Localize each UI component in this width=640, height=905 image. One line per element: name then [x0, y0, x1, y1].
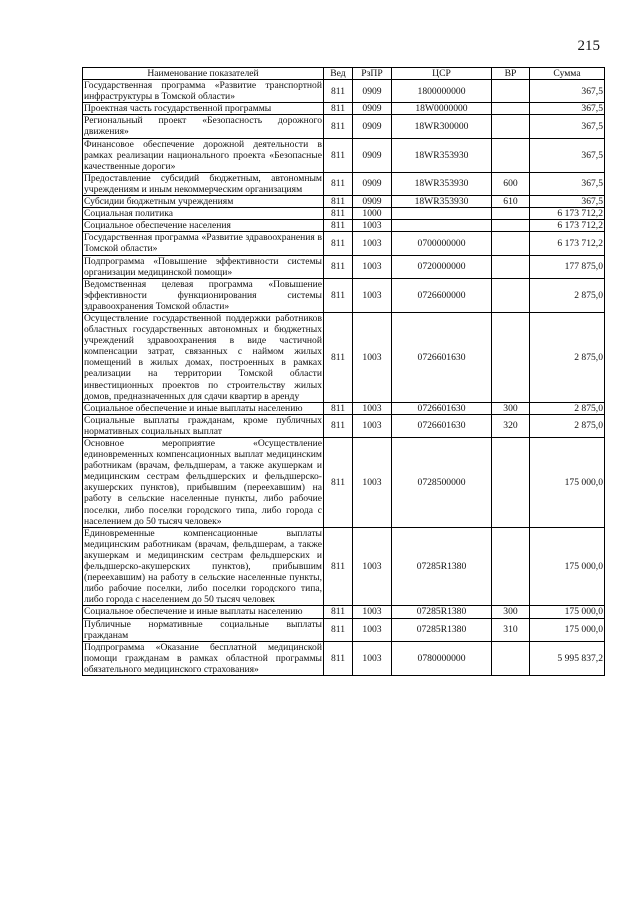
header-ved: Вед	[324, 68, 353, 80]
row-name: Основное мероприятие «Осуществление единовременных компенсационных выплат медицинским работникам (врачам, фельдшерам, а также акушеркам и медицинским сестрам фельдшерских и фельдшерско-акушерских пунктов), прибывшим (переехавшим) на работу в сельские населенные пункты, либо рабочие поселки, либо поселки городского типа, либо города с населением до 50 тысяч человек»	[84, 438, 322, 527]
row-name: Региональный проект «Безопасность дорожного движения»	[84, 115, 322, 138]
table-row	[83, 115, 605, 138]
row-vr: 600	[492, 172, 530, 195]
row-ved: 811	[324, 103, 353, 115]
row-ved: 811	[324, 414, 353, 437]
table-row	[83, 196, 605, 208]
row-csr: 0720000000	[392, 255, 492, 278]
row-rzpr: 1003	[353, 402, 392, 414]
table-row	[83, 414, 605, 437]
row-vr	[492, 312, 530, 402]
row-sum: 367,5	[530, 115, 605, 138]
row-csr	[392, 220, 492, 232]
row-ved: 811	[324, 220, 353, 232]
row-rzpr: 1003	[353, 312, 392, 402]
table-row	[83, 80, 605, 103]
table-body	[83, 80, 605, 676]
row-csr: 18WR353930	[392, 196, 492, 208]
row-sum: 367,5	[530, 103, 605, 115]
row-sum: 6 173 712,2	[530, 208, 605, 220]
row-sum: 367,5	[530, 80, 605, 103]
row-ved: 811	[324, 232, 353, 255]
row-name: Подпрограмма «Повышение эффективности системы организации медицинской помощи»	[84, 255, 322, 278]
row-ved: 811	[324, 618, 353, 641]
header-sum: Сумма	[530, 68, 605, 80]
row-csr: 18WR300000	[392, 115, 492, 138]
table-row	[83, 138, 605, 172]
row-rzpr: 1003	[353, 220, 392, 232]
row-name: Государственная программа «Развитие транспортной инфраструктуры в Томской области»	[84, 80, 322, 103]
row-name: Проектная часть государственной программы	[83, 103, 324, 115]
row-name: Предоставление субсидий бюджетным, автономным учреждениям и иным некоммерческим организациям	[84, 172, 322, 195]
row-vr: 310	[492, 618, 530, 641]
row-csr: 0726600000	[392, 278, 492, 312]
table-row	[83, 438, 605, 528]
table-row	[83, 208, 605, 220]
row-sum: 175 000,0	[530, 618, 605, 641]
row-ved: 811	[324, 138, 353, 172]
row-name: Ведомственная целевая программа «Повышение эффективности функционирования системы здравоохранения Томской области»	[84, 278, 322, 312]
row-vr	[492, 103, 530, 115]
row-vr: 610	[492, 196, 530, 208]
row-vr	[492, 278, 530, 312]
row-rzpr: 0909	[353, 196, 392, 208]
row-sum: 2 875,0	[530, 414, 605, 437]
row-sum: 177 875,0	[530, 255, 605, 278]
row-name: Осуществление государственной поддержки работников областных государственных автономных и бюджетных учреждений здравоохранения в виде частичной компенсации затрат, связанных с наймом жилых помещений в жилых домах, построенных в рамках реализации на территории Томской области инвестиционных проектов по строительству жилых домов, предназначенных для сдачи квартир в аренду	[84, 312, 322, 402]
row-sum: 175 000,0	[530, 527, 605, 606]
row-rzpr: 0909	[353, 138, 392, 172]
row-vr: 320	[492, 414, 530, 437]
row-csr: 18W0000000	[392, 103, 492, 115]
row-name: Социальное обеспечение населения	[83, 220, 324, 232]
row-rzpr: 0909	[353, 172, 392, 195]
row-name: Социальное обеспечение и иные выплаты населению	[83, 606, 324, 618]
row-rzpr: 1003	[353, 606, 392, 618]
table-row	[83, 402, 605, 414]
row-rzpr: 1003	[353, 255, 392, 278]
row-sum: 175 000,0	[530, 606, 605, 618]
budget-table	[82, 67, 605, 676]
row-sum: 367,5	[530, 196, 605, 208]
header-name: Наименование показателей	[83, 68, 324, 80]
row-name: Финансовое обеспечение дорожной деятельности в рамках реализации национального проекта «Безопасные качественные дороги»	[84, 138, 322, 172]
row-rzpr: 1003	[353, 278, 392, 312]
row-vr	[492, 641, 530, 675]
row-ved: 811	[324, 641, 353, 675]
row-rzpr: 1003	[353, 232, 392, 255]
row-vr	[492, 438, 530, 528]
row-name: Субсидии бюджетным учреждениям	[83, 196, 324, 208]
row-vr	[492, 220, 530, 232]
row-ved: 811	[324, 606, 353, 618]
row-rzpr: 1003	[353, 641, 392, 675]
row-csr: 07285R1380	[392, 527, 492, 606]
table-row	[83, 618, 605, 641]
row-csr: 07285R1380	[392, 618, 492, 641]
table-row	[83, 641, 605, 675]
row-sum: 175 000,0	[530, 438, 605, 528]
row-csr	[392, 208, 492, 220]
row-rzpr: 1003	[353, 438, 392, 528]
page-number: 215	[577, 38, 600, 54]
row-ved: 811	[324, 402, 353, 414]
row-vr	[492, 255, 530, 278]
row-rzpr: 1003	[353, 414, 392, 437]
row-name: Подпрограмма «Оказание бесплатной медицинской помощи гражданам в рамках областной программы обязательного медицинского страхования»	[84, 641, 322, 675]
row-sum: 6 173 712,2	[530, 220, 605, 232]
row-name: Публичные нормативные социальные выплаты гражданам	[84, 618, 322, 641]
row-vr	[492, 80, 530, 103]
row-vr	[492, 208, 530, 220]
row-name: Социальное обеспечение и иные выплаты населению	[83, 402, 324, 414]
row-sum: 5 995 837,2	[530, 641, 605, 675]
row-name: Государственная программа «Развитие здравоохранения в Томской области»	[84, 232, 322, 255]
row-ved: 811	[324, 255, 353, 278]
row-sum: 2 875,0	[530, 278, 605, 312]
table-row	[83, 606, 605, 618]
table-row	[83, 172, 605, 195]
row-name: Социальная политика	[83, 208, 324, 220]
table-row	[83, 278, 605, 312]
table-row	[83, 103, 605, 115]
row-name: Социальные выплаты гражданам, кроме публичных нормативных социальных выплат	[84, 414, 322, 437]
row-ved: 811	[324, 527, 353, 606]
row-name: Единовременные компенсационные выплаты медицинским работникам (врачам, фельдшерам, а также акушеркам и медицинским сестрам фельдшерских и фельдшерско-акушерских пунктов), прибывшим (переехавшим) на работу в сельские населенные пункты, либо рабочие поселки, либо поселки городского типа, либо города с населением до 50 тысяч человек	[84, 527, 322, 606]
row-ved: 811	[324, 172, 353, 195]
row-vr	[492, 527, 530, 606]
row-ved: 811	[324, 438, 353, 528]
header-vr: ВР	[492, 68, 530, 80]
row-sum: 367,5	[530, 172, 605, 195]
row-ved: 811	[324, 208, 353, 220]
row-csr: 0700000000	[392, 232, 492, 255]
row-csr: 18WR353930	[392, 172, 492, 195]
row-rzpr: 1003	[353, 527, 392, 606]
table-row	[83, 255, 605, 278]
row-rzpr: 1000	[353, 208, 392, 220]
row-csr: 1800000000	[392, 80, 492, 103]
row-ved: 811	[324, 278, 353, 312]
row-sum: 6 173 712,2	[530, 232, 605, 255]
row-csr: 0726601630	[392, 402, 492, 414]
row-sum: 367,5	[530, 138, 605, 172]
table-row	[83, 312, 605, 402]
row-rzpr: 0909	[353, 103, 392, 115]
row-ved: 811	[324, 196, 353, 208]
row-csr: 0728500000	[392, 438, 492, 528]
table-row	[83, 220, 605, 232]
row-csr: 07285R1380	[392, 606, 492, 618]
row-ved: 811	[324, 312, 353, 402]
row-vr	[492, 115, 530, 138]
row-csr: 0726601630	[392, 414, 492, 437]
header-row	[83, 68, 605, 80]
row-csr: 18WR353930	[392, 138, 492, 172]
row-vr: 300	[492, 402, 530, 414]
table-row	[83, 527, 605, 606]
row-ved: 811	[324, 115, 353, 138]
row-vr	[492, 138, 530, 172]
row-ved: 811	[324, 80, 353, 103]
header-rzpr: РзПР	[353, 68, 392, 80]
row-csr: 0726601630	[392, 312, 492, 402]
row-rzpr: 0909	[353, 80, 392, 103]
row-rzpr: 0909	[353, 115, 392, 138]
table-row	[83, 232, 605, 255]
row-vr: 300	[492, 606, 530, 618]
row-sum: 2 875,0	[530, 402, 605, 414]
row-rzpr: 1003	[353, 618, 392, 641]
row-sum: 2 875,0	[530, 312, 605, 402]
row-csr: 0780000000	[392, 641, 492, 675]
row-vr	[492, 232, 530, 255]
header-csr: ЦСР	[392, 68, 492, 80]
